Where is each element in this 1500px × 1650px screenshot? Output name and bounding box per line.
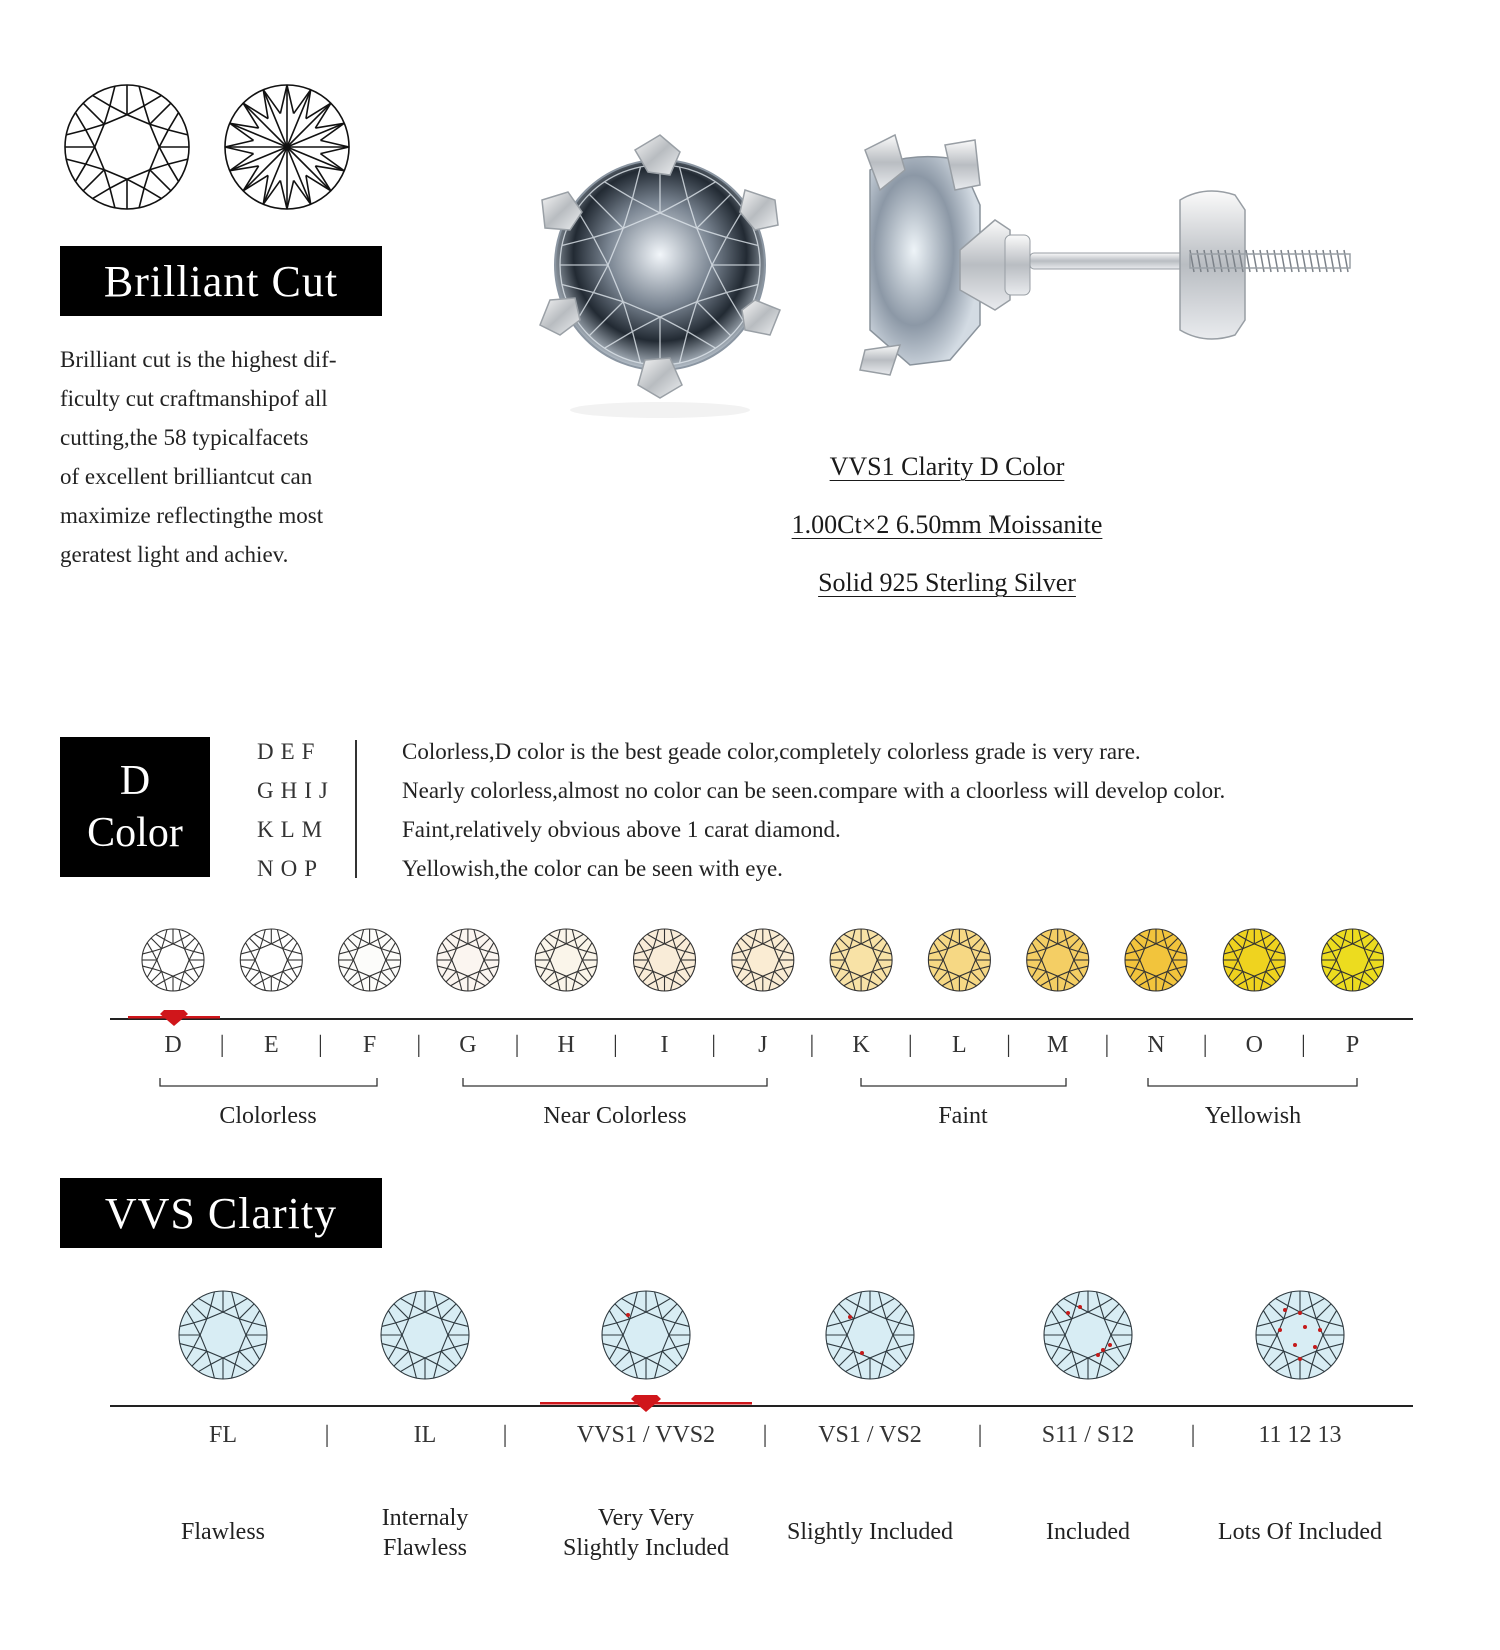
grade-letters-def: DEF	[257, 739, 322, 764]
category-yellowish: Yellowish	[1204, 1103, 1302, 1129]
color-gem-j	[732, 929, 794, 991]
spec-material: Solid 925 Sterling Silver	[818, 568, 1076, 597]
scale-separator: |	[1006, 1032, 1011, 1058]
paragraph-line: maximize reflectingthe most	[60, 503, 324, 528]
inclusion-dot	[1283, 1308, 1287, 1312]
clarity-selected-marker	[540, 1390, 752, 1416]
clarity-name	[113, 1517, 333, 1547]
grade-desc-ghij: Nearly colorless,almost no color can be seen.compare with a cloorless will develop color.	[402, 778, 1226, 803]
grade-divider	[355, 740, 357, 878]
earring-front-image	[520, 130, 800, 420]
inclusion-dot	[1078, 1305, 1082, 1309]
clarity-code: 11 12 13	[1258, 1422, 1342, 1448]
color-grade-letters	[257, 732, 335, 888]
clarity-separator: |	[977, 1422, 983, 1448]
color-gem-h	[535, 929, 597, 991]
scale-letter-j: J	[758, 1032, 768, 1058]
scale-letter-f: F	[362, 1032, 377, 1058]
earring-side-image	[850, 130, 1410, 400]
scale-separator: |	[612, 1032, 618, 1058]
inclusion-dot	[860, 1351, 864, 1355]
color-gem-o	[1223, 929, 1285, 991]
inclusion-dot	[1108, 1343, 1112, 1347]
color-gem-f	[339, 929, 401, 991]
color-gem-n	[1125, 929, 1187, 991]
inclusion-dot	[1298, 1357, 1302, 1361]
clarity-code: S11 / S12	[1041, 1422, 1135, 1448]
scale-separator: |	[809, 1032, 815, 1058]
color-gem-row	[0, 920, 1500, 1000]
clarity-name-line: Slightly Included	[563, 1535, 729, 1561]
paragraph-line: cutting,the 58 typicalfacets	[60, 425, 309, 450]
scale-letter-o: O	[1245, 1032, 1263, 1058]
scale-separator: |	[219, 1032, 225, 1058]
scale-letter-i: I	[660, 1032, 669, 1058]
grade-letters-nop: NOP	[257, 856, 325, 881]
scale-letter-h: H	[557, 1032, 575, 1058]
scale-separator: |	[907, 1032, 913, 1058]
color-grade-descriptions	[402, 732, 1225, 888]
inclusion-dot	[1298, 1311, 1302, 1315]
clarity-code: FL	[208, 1422, 237, 1448]
scale-letter-e: E	[263, 1032, 279, 1058]
scale-letter-l: L	[952, 1032, 967, 1058]
color-scale-line	[110, 1018, 1413, 1020]
paragraph-line: ficulty cut craftmanshipof all	[60, 386, 328, 411]
clarity-name-line: Flawless	[383, 1535, 467, 1561]
inclusion-dot	[626, 1313, 630, 1317]
clarity-code: VS1 / VS2	[818, 1422, 922, 1448]
spec-clarity-color: VVS1 Clarity D Color	[829, 452, 1065, 481]
clarity-name	[978, 1517, 1198, 1547]
clarity-code: VVS1 / VVS2	[576, 1422, 716, 1448]
grade-letters-ghij: GHIJ	[257, 778, 335, 803]
vvs-clarity-title: VVS Clarity	[60, 1178, 382, 1248]
color-gem-g	[437, 929, 499, 991]
color-gem-e	[240, 929, 302, 991]
color-gem-p	[1322, 929, 1384, 991]
clarity-gem-3	[826, 1291, 914, 1379]
scale-separator: |	[514, 1032, 520, 1058]
inclusion-dot	[1313, 1345, 1317, 1349]
color-gem-d	[142, 929, 204, 991]
clarity-separator: |	[324, 1422, 330, 1448]
clarity-gem-row	[0, 1285, 1500, 1385]
clarity-gem-2	[602, 1291, 690, 1379]
inclusion-dot	[1293, 1343, 1297, 1347]
clarity-separator: |	[1190, 1422, 1196, 1448]
brilliant-cut-description	[60, 340, 390, 574]
clarity-separator: |	[502, 1422, 508, 1448]
paragraph-line: geratest light and achiev.	[60, 542, 289, 567]
paragraph-line: Brilliant cut is the highest dif-	[60, 347, 337, 372]
scale-separator: |	[1301, 1032, 1306, 1058]
scale-letter-p: P	[1345, 1032, 1360, 1058]
scale-separator: |	[318, 1032, 323, 1058]
inclusion-dot	[1066, 1311, 1070, 1315]
scale-separator: |	[1202, 1032, 1208, 1058]
clarity-separator: |	[762, 1422, 768, 1448]
inclusion-dot	[1318, 1328, 1322, 1332]
clarity-name	[315, 1503, 535, 1563]
diamond-top-view-icon	[62, 82, 192, 212]
color-scale-letters	[0, 1032, 1500, 1072]
d-color-title	[60, 737, 210, 877]
scale-separator: |	[416, 1032, 422, 1058]
scale-letter-k: K	[852, 1032, 870, 1058]
clarity-name-line: Flawless	[181, 1519, 265, 1545]
color-gem-k	[830, 929, 892, 991]
paragraph-line: of excellent brilliantcut can	[60, 464, 313, 489]
inclusion-dot	[1096, 1353, 1100, 1357]
inclusion-dot	[848, 1315, 852, 1319]
inclusion-dot	[1101, 1348, 1105, 1352]
category-faint: Faint	[938, 1103, 988, 1129]
inclusion-dot	[1278, 1328, 1282, 1332]
clarity-gem-4	[1044, 1291, 1132, 1379]
clarity-gem-5	[1256, 1291, 1344, 1379]
clarity-name	[1190, 1517, 1410, 1547]
color-selected-marker	[128, 1004, 220, 1028]
category-near-colorless: Near Colorless	[543, 1103, 687, 1129]
brilliant-cut-title: Brilliant Cut	[60, 246, 382, 316]
clarity-name-line: Included	[1046, 1519, 1130, 1545]
grade-desc-klm: Faint,relatively obvious above 1 carat diamond.	[402, 817, 841, 842]
d-color-title-line1: D	[119, 758, 151, 804]
clarity-name	[760, 1517, 980, 1547]
grade-desc-def: Colorless,D color is the best geade color,completely colorless grade is very rare.	[402, 739, 1141, 764]
clarity-code: IL	[413, 1422, 437, 1448]
clarity-name-line: Lots Of Included	[1218, 1519, 1382, 1545]
color-category-brackets	[0, 1076, 1500, 1096]
color-gem-i	[634, 929, 696, 991]
scale-separator: |	[1104, 1032, 1110, 1058]
scale-letter-m: M	[1047, 1032, 1069, 1058]
grade-letters-klm: KLM	[257, 817, 330, 842]
category-colorless: Clolorless	[219, 1103, 317, 1129]
scale-letter-d: D	[164, 1032, 182, 1058]
d-color-title-line2: Color	[87, 810, 183, 856]
clarity-gem-1	[381, 1291, 469, 1379]
scale-letter-n: N	[1147, 1032, 1165, 1058]
clarity-name-line: Internaly	[381, 1505, 469, 1531]
clarity-scale-line	[110, 1405, 1413, 1407]
clarity-name-line: Very Very	[597, 1505, 695, 1531]
inclusion-dot	[1303, 1325, 1307, 1329]
clarity-codes-row	[0, 1422, 1500, 1462]
clarity-gem-0	[179, 1291, 267, 1379]
color-gem-m	[1027, 929, 1089, 991]
clarity-name	[536, 1503, 756, 1563]
spec-carat-size: 1.00Ct×2 6.50mm Moissanite	[791, 510, 1103, 539]
color-gem-l	[928, 929, 990, 991]
grade-desc-nop: Yellowish,the color can be seen with eye.	[402, 856, 783, 881]
clarity-names-row	[0, 1490, 1500, 1570]
scale-letter-g: G	[459, 1032, 477, 1058]
diamond-bottom-view-icon	[222, 82, 352, 212]
clarity-name-line: Slightly Included	[787, 1519, 953, 1545]
scale-separator: |	[711, 1032, 717, 1058]
